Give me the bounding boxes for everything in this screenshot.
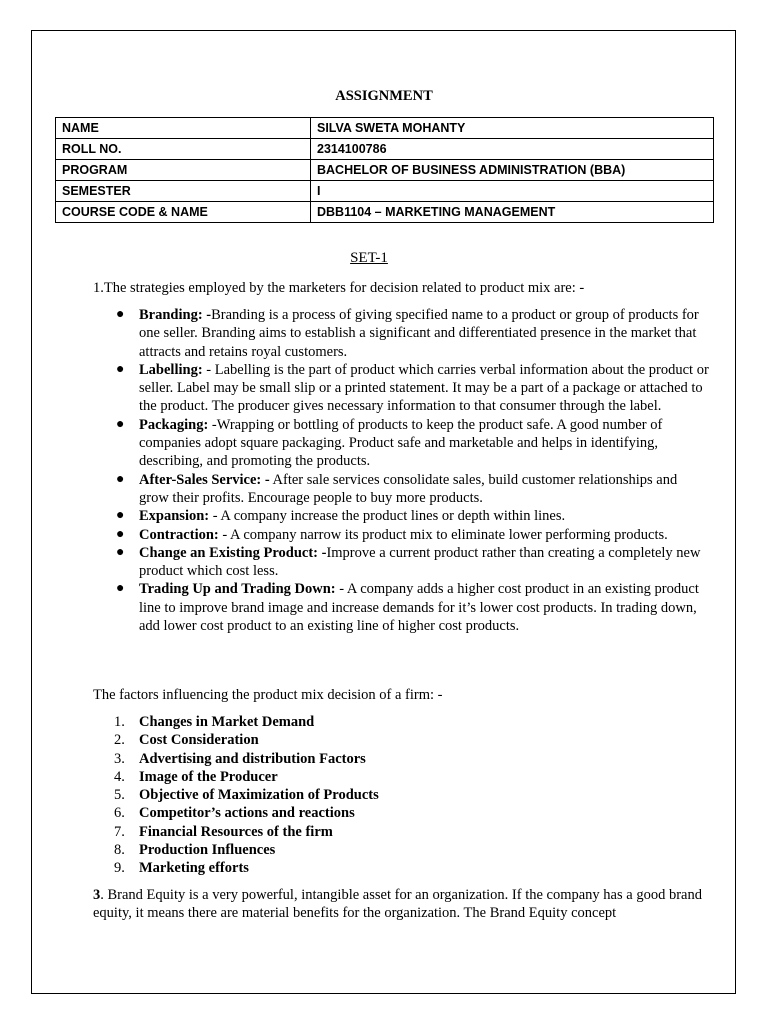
factors-list — [114, 713, 379, 878]
list-number: 6. — [114, 805, 125, 822]
bullet-icon: ● — [116, 544, 125, 560]
question-3-paragraph — [93, 886, 718, 923]
list-number: 4. — [114, 768, 125, 785]
bullet-icon: ● — [116, 361, 125, 377]
strategy-text: - A company narrow its product mix to eliminate lower performing products. — [218, 526, 668, 543]
list-item — [116, 361, 709, 416]
factor-text: Advertising and distribution Factors — [139, 750, 366, 767]
document-title: ASSIGNMENT — [335, 88, 433, 104]
factor-text: Financial Resources of the firm — [139, 823, 333, 840]
bullet-icon: ● — [116, 471, 125, 487]
question-number: 3 — [93, 887, 101, 903]
factors-intro: The factors influencing the product mix decision of a firm: - — [93, 687, 443, 703]
strategy-term: Labelling: — [139, 361, 203, 378]
bullet-icon: ● — [116, 581, 125, 597]
factor-text: Competitor’s actions and reactions — [139, 805, 355, 822]
list-item — [114, 713, 379, 731]
table-row — [56, 118, 714, 139]
question-3-text: . Brand Equity is a very powerful, intangible asset for an organization. If the company has a good brand equity, it means there are material benefits for the organization. The Brand Equity concept — [93, 887, 702, 922]
strategy-term: Expansion: — [139, 508, 210, 525]
list-item — [116, 580, 709, 635]
strategy-term: After-Sales Service: - — [139, 471, 270, 488]
strategy-list — [116, 306, 709, 635]
factor-text: Image of the Producer — [139, 768, 278, 785]
info-value: 2314100786 — [311, 139, 714, 160]
strategy-term: Packaging: — [139, 416, 209, 433]
info-value: I — [311, 181, 714, 202]
bullet-icon: ● — [116, 526, 125, 542]
list-number: 8. — [114, 842, 125, 859]
list-item — [114, 804, 379, 822]
factor-text: Changes in Market Demand — [139, 714, 315, 730]
strategy-text: - Labelling is the part of product which carries verbal information about the product or seller. Label may be small slip or a printed statement. It may be a part of a package or attached to the product. The producer gives necessary information to that consumer through the label. — [139, 361, 709, 415]
table-row — [56, 139, 714, 160]
list-item — [114, 731, 379, 749]
info-label: PROGRAM — [56, 160, 311, 181]
strategy-text: Improve a current product rather than creating a completely new product which cost less. — [139, 544, 701, 580]
factor-text: Cost Consideration — [139, 732, 259, 749]
info-value: SILVA SWETA MOHANTY — [311, 118, 714, 139]
list-item — [114, 823, 379, 841]
strategy-text: - A company adds a higher cost product in an existing product line to improve brand image and increase demands for it’s lower cost products. In trading down, add lower cost product to an existing line of higher cost products. — [139, 581, 699, 635]
info-value: DBB1104 – MARKETING MANAGEMENT — [311, 202, 714, 223]
list-item — [114, 859, 379, 877]
factor-text: Production Influences — [139, 842, 276, 859]
table-row — [56, 202, 714, 223]
info-value: BACHELOR OF BUSINESS ADMINISTRATION (BBA) — [311, 160, 714, 181]
strategy-text: After sale services consolidate sales, build customer relationships and grow their profits. Encourage people to buy more products. — [139, 471, 678, 506]
list-item — [114, 750, 379, 768]
list-item — [116, 306, 709, 361]
list-number: 7. — [114, 823, 125, 840]
bullet-icon: ● — [116, 307, 125, 322]
bullet-icon: ● — [116, 508, 125, 524]
table-row — [56, 160, 714, 181]
strategy-text: -Wrapping or bottling of products to keep the product safe. A good number of companies adopt square packaging. Product safe and marketable and helps in identifying, describing, and promoting the products. — [139, 416, 663, 470]
info-label: SEMESTER — [56, 181, 311, 202]
list-item — [116, 544, 709, 581]
strategy-text: - A company increase the product lines or depth within lines. — [209, 508, 566, 525]
info-label: NAME — [56, 118, 311, 139]
list-item — [116, 416, 709, 471]
strategy-term: Branding: - — [139, 307, 212, 323]
strategy-term: Change an Existing Product: - — [139, 544, 327, 561]
bullet-icon: ● — [116, 416, 125, 432]
list-number: 9. — [114, 860, 125, 877]
list-number: 1. — [114, 714, 125, 730]
info-label: ROLL NO. — [56, 139, 311, 160]
list-item — [114, 786, 379, 804]
table-row — [56, 181, 714, 202]
set-heading: SET-1 — [350, 250, 388, 266]
list-number: 2. — [114, 732, 125, 749]
list-item — [114, 768, 379, 786]
list-item — [116, 526, 709, 544]
list-number: 5. — [114, 787, 125, 804]
list-item — [114, 841, 379, 859]
list-number: 3. — [114, 750, 125, 767]
factor-text: Objective of Maximization of Products — [139, 787, 379, 804]
question-1-intro: 1.The strategies employed by the marketers for decision related to product mix are: - — [93, 280, 585, 296]
factor-text: Marketing efforts — [139, 860, 249, 877]
list-item — [116, 507, 709, 525]
info-label: COURSE CODE & NAME — [56, 202, 311, 223]
strategy-term: Contraction: — [139, 526, 219, 543]
strategy-term: Trading Up and Trading Down: — [139, 581, 336, 598]
strategy-text: Branding is a process of giving specified name to a product or group of products for one seller. Branding aims to establish a significant and differentiated presence in the market that attracts and retains royal customers. — [139, 307, 699, 360]
student-info-table — [55, 117, 714, 223]
list-item — [116, 471, 709, 508]
